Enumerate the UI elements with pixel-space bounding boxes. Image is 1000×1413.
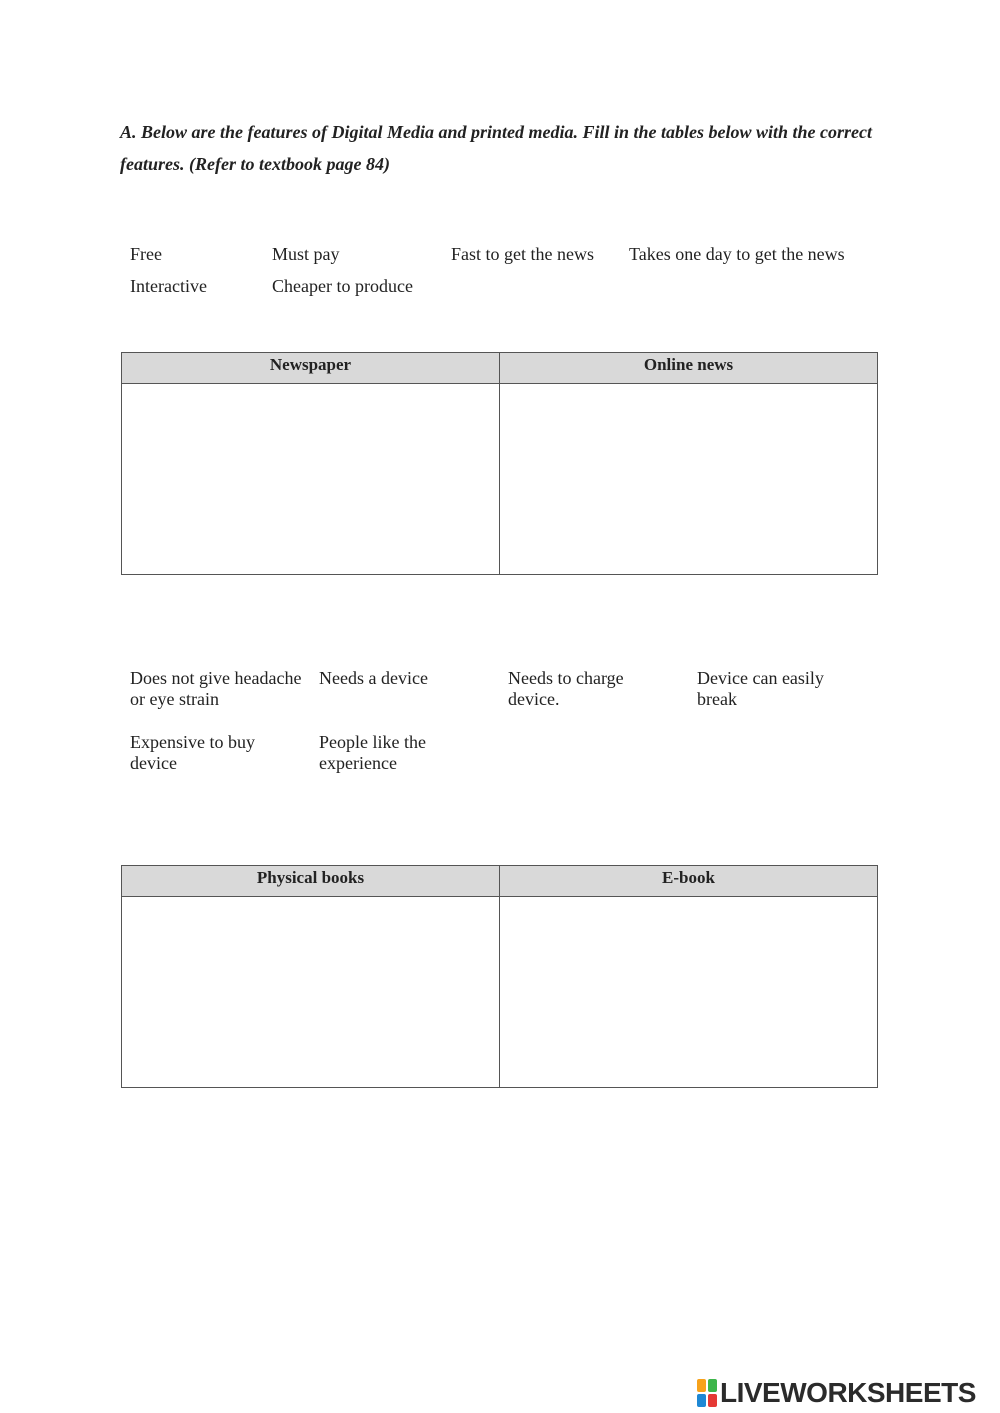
drop-zone-physical-books[interactable]: [122, 897, 500, 1088]
logo-text: LIVEWORKSHEETS: [720, 1377, 976, 1408]
word-bank-item[interactable]: Takes one day to get the news: [629, 244, 845, 264]
column-header-online-news: Online news: [500, 353, 878, 384]
word-bank-item[interactable]: Needs a device: [319, 668, 428, 688]
physical-vs-ebook-table: [121, 865, 878, 1088]
word-bank-item[interactable]: Must pay: [272, 244, 340, 264]
drop-zone-newspaper[interactable]: [122, 384, 500, 575]
word-bank-item[interactable]: Fast to get the news: [451, 244, 594, 264]
liveworksheets-logo-icon: [697, 1379, 717, 1407]
word-bank-item[interactable]: Device can easily break: [697, 668, 824, 709]
word-bank-item[interactable]: Expensive to buy device: [130, 732, 255, 773]
word-bank-item[interactable]: Does not give headache or eye strain: [130, 668, 302, 709]
liveworksheets-logo: [697, 1378, 976, 1408]
column-header-e-book: E-book: [500, 866, 878, 897]
column-header-newspaper: Newspaper: [122, 353, 500, 384]
drop-zone-e-book[interactable]: [500, 897, 878, 1088]
word-bank-item[interactable]: People like the experience: [319, 732, 426, 773]
column-header-physical-books: Physical books: [122, 866, 500, 897]
word-bank-item[interactable]: Interactive: [130, 276, 207, 296]
instruction-text: A. Below are the features of Digital Media and printed media. Fill in the tables below with the correct features. (Refer to textbook page 84): [120, 122, 873, 174]
word-bank-item[interactable]: Cheaper to produce: [272, 276, 413, 296]
drop-zone-online-news[interactable]: [500, 384, 878, 575]
word-bank-item[interactable]: Needs to charge device.: [508, 668, 624, 709]
word-bank-item[interactable]: Free: [130, 244, 162, 264]
newspaper-vs-online-table: [121, 352, 878, 575]
